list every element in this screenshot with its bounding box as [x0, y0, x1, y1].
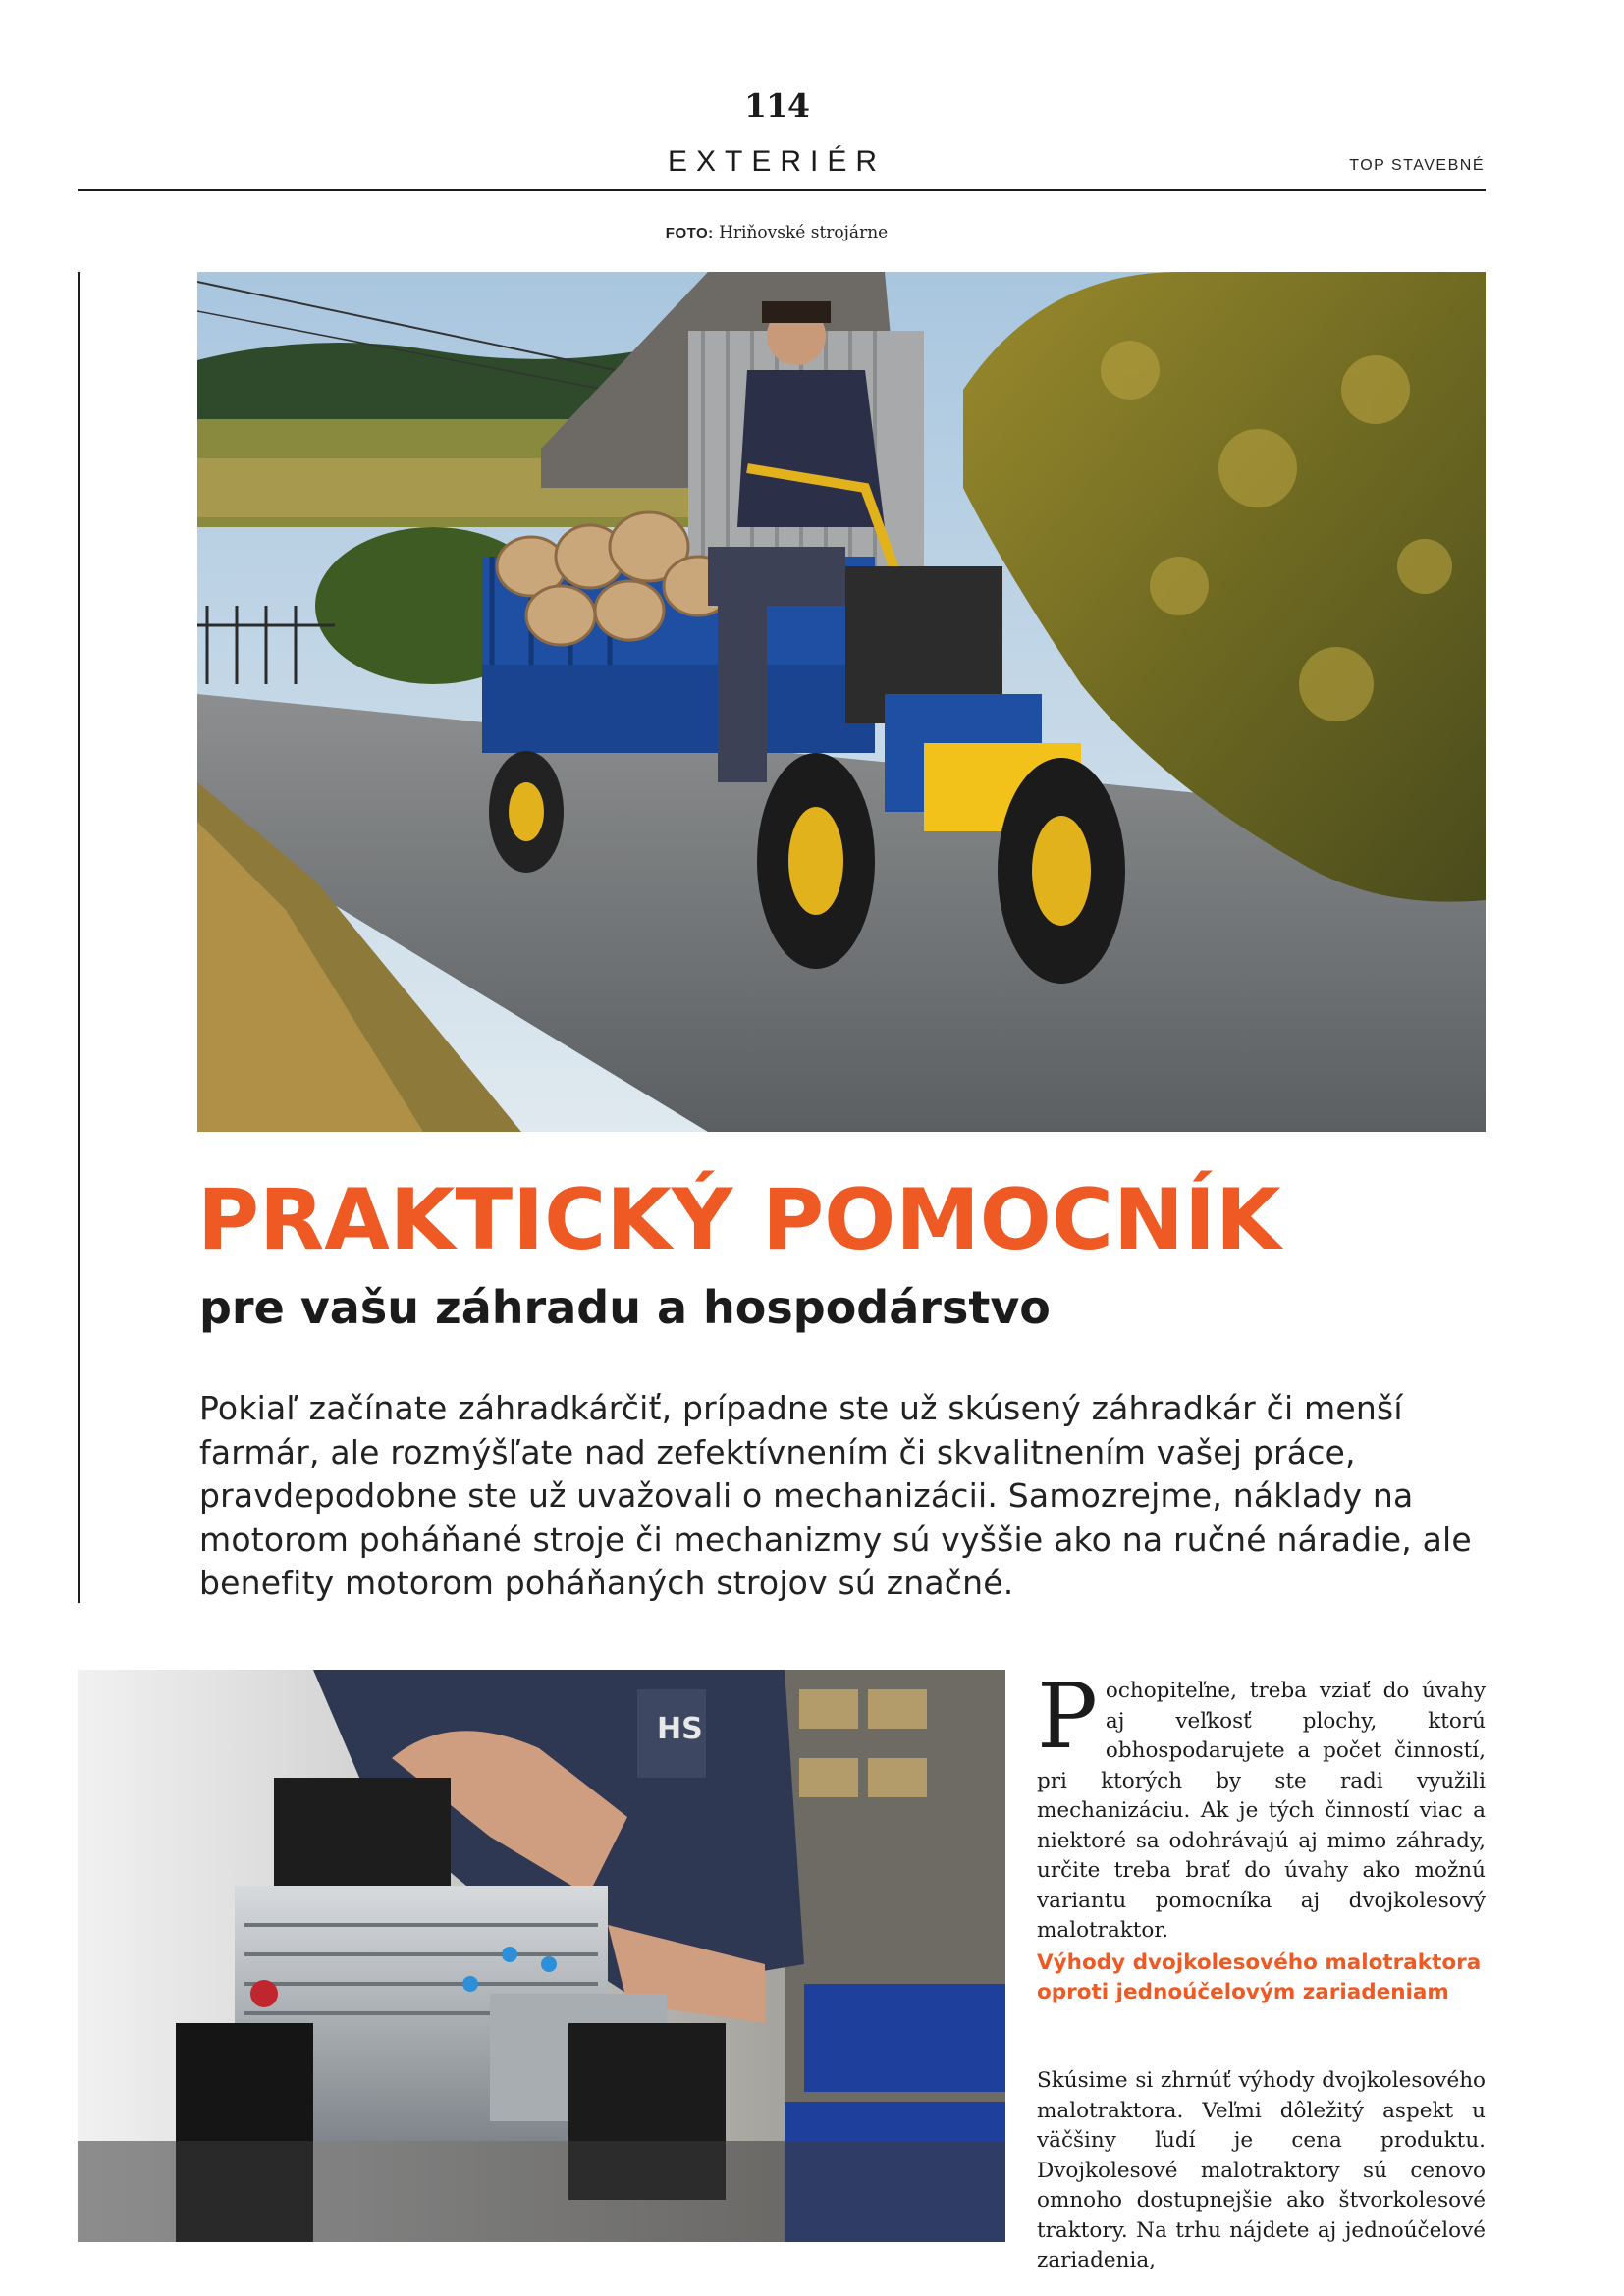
- page-number: 114: [744, 86, 809, 125]
- photo-credit-source: Hriňovské strojárne: [719, 223, 889, 242]
- drop-cap: P: [1037, 1664, 1098, 1769]
- hero-photo: [197, 272, 1486, 1132]
- article-title: PRAKTICKÝ POMOCNÍK: [197, 1171, 1281, 1269]
- body-paragraph: Skúsime si zhrnúť výhody dvojkolesového malotraktora. Veľmi dôležitý aspekt u väčšiny ľudí je cena produktu. Dvojkolesové malotraktory sú cenovo omnoho dostupnejšie ako štvorkolesové traktory. Na trhu nájdete aj jednoúčelové zariadenia,: [1037, 2068, 1486, 2272]
- left-accent-rule: [78, 272, 80, 1603]
- magazine-name: TOP STAVEBNÉ: [1349, 157, 1485, 174]
- engine-photo: [78, 1670, 1005, 2242]
- photo-credit: [0, 223, 1553, 242]
- intro-text: ochopiteľne, treba vziať do úvahy aj veľkosť plochy, ktorú obhospodarujete a počet činností, pri ktorých by ste radi využili mechanizáciu. Ak je tých činností viac a niektoré sa odohrávajú aj mimo záhrady, určite treba brať do úvahy ako možnú variantu pomocníka aj dvojkolesový malotraktor.: [1037, 1679, 1486, 1943]
- photo-credit-label: FOTO:: [665, 225, 714, 241]
- article-lead: Pokiaľ začínate záhradkárčiť, prípadne ste už skúsený záhradkár či menší farmár, ale rozmýšľate nad zefektívnením či skvalitnením vašej práce, pravdepodobne ste už uvažovali o mechanizácii. Samozrejme, náklady na motorom poháňané stroje či mechanizmy sú vyššie ako na ručné náradie, ale benefity motorom poháňaných strojov sú značné.: [199, 1389, 1472, 1602]
- section-title: EXTERIÉR: [667, 145, 887, 178]
- section-heading: Výhody dvojkolesového malotraktora oproti jednoúčelovým zariadeniam: [1037, 1950, 1482, 2004]
- shirt-logo: HS: [657, 1712, 703, 1746]
- intro-paragraph: [1037, 1664, 1486, 1947]
- article-subtitle: pre vašu záhradu a hospodárstvo: [199, 1281, 1051, 1334]
- header-divider: [78, 189, 1486, 191]
